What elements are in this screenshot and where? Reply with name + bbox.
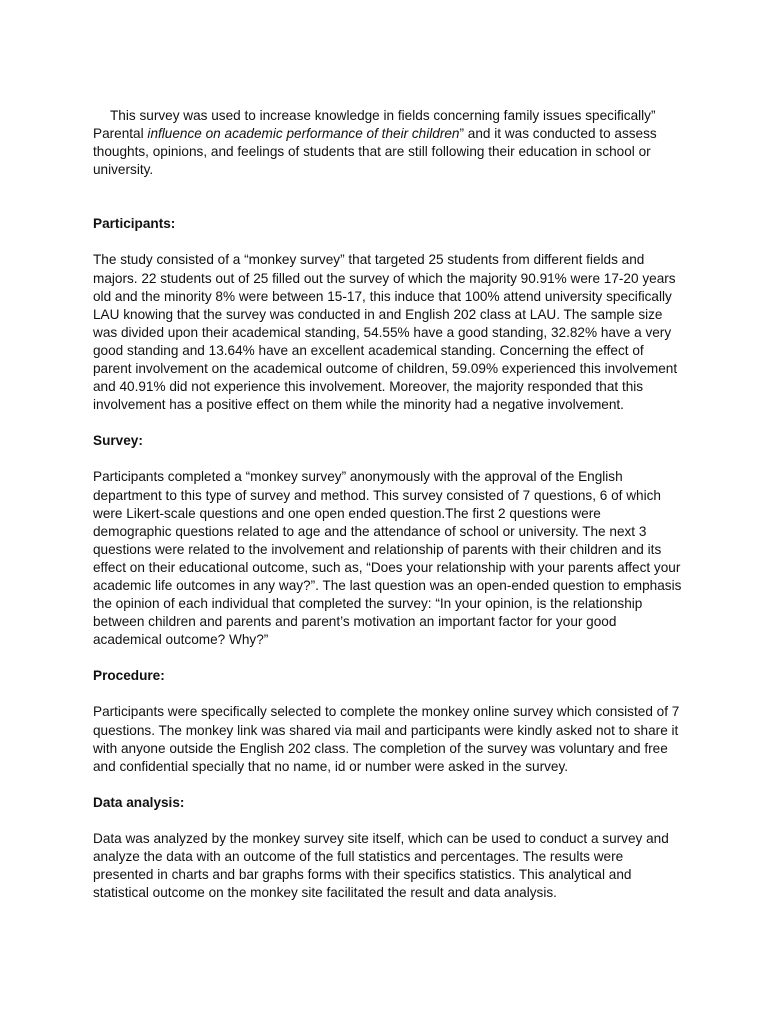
intro-text-part1: This survey was used to increase knowledge in fields concerning family issues specifically” Parental <box>93 108 656 142</box>
document-page <box>93 107 683 902</box>
survey-heading: Survey: <box>93 433 143 449</box>
data-analysis-heading: Data analysis: <box>93 794 185 810</box>
participants-paragraph: The study consisted of a “monkey survey” that targeted 25 students from different fields and majors. 22 students out of 25 filled out the survey of which the majority 90.91% were 17-20 years old and the minority 8% were between 15-17, this induce that 100% attend university specifically LAU knowing that the survey was conducted in and English 202 class at LAU. The sample size was divided upon their academical standing, 54.55% have a good standing, 32.82% have a very good standing and 13.64% have an excellent academical standing. Concerning the effect of parent involvement on the academical outcome of children, 59.09% experienced this involvement and 40.91% did not experience this involvement. Moreover, the majority responded that this involvement has a positive effect on them while the minority had a negative involvement. <box>93 252 678 413</box>
survey-paragraph: Participants completed a “monkey survey” anonymously with the approval of the English department to this type of survey and method. This survey consisted of 7 questions, 6 of which were Likert-scale questions and one open ended question.The first 2 questions were demographic questions related to age and the attendance of school or university. The next 3 questions were related to the involvement and relationship of parents with their children and its effect on their educational outcome, such as, “Does your relationship with your parents affect your academic life outcomes in any way?”. The last question was an open-ended question to emphasis the opinion of each individual that completed the survey: “In your opinion, is the relationship between children and parents and parent’s motivation an important factor for your good academical outcome? Why?” <box>93 469 682 648</box>
intro-paragraph <box>93 107 683 179</box>
intro-text-part2: ” and it was conducted to assess thoughts, opinions, and feelings of students that are still following their education in school or university. <box>93 126 657 178</box>
data-analysis-paragraph: Data was analyzed by the monkey survey site itself, which can be used to conduct a survey and analyze the data with an outcome of the full statistics and percentages. The results were presented in charts and bar graphs forms with their specifics statistics. This analytical and statistical outcome on the monkey site facilitated the result and data analysis. <box>93 830 669 901</box>
procedure-paragraph: Participants were specifically selected to complete the monkey online survey which consisted of 7 questions. The monkey link was shared via mail and participants were kindly asked not to share it with anyone outside the English 202 class. The completion of the survey was voluntary and free and confidential specially that no name, id or number were asked in the survey. <box>93 704 680 774</box>
participants-heading: Participants: <box>93 216 176 232</box>
intro-italic-text: influence on academic performance of their children <box>147 126 460 142</box>
procedure-heading: Procedure: <box>93 668 165 684</box>
